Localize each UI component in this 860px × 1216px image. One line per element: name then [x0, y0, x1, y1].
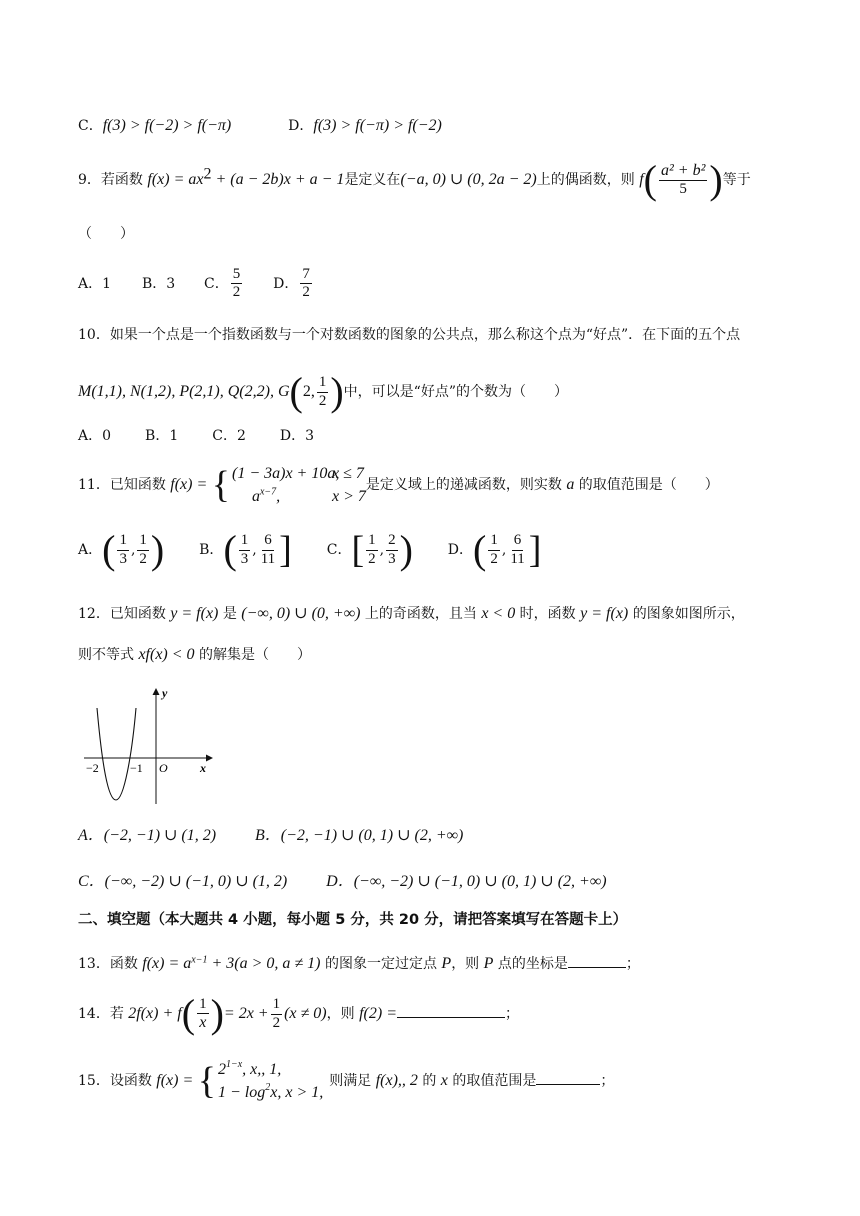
q11-option-a: A．( $\frac{1}{3}$ , $\frac{1}{2}$ ) — [78, 527, 165, 572]
q14-stem: 14．若 2f(x) + f( $\frac{1}{x}$ )= 2x + $\frac{1}{2}$ (x ≠ 0)，则 f(2) = ； — [78, 991, 519, 1036]
tick-label-minus-1: −1 — [130, 761, 143, 775]
q12-stem: 12．已知函数 y = f(x) 是 (−∞, 0) ∪ (0, +∞) 上的奇函数，且当 x < 0 时，函数 y = f(x) 的图象如图所示， — [78, 605, 745, 622]
q10-options — [78, 428, 314, 445]
q15-stem: 15．设函数 f(x) = { 2 1−x , x,, 1, 1 − log 2 x, x > 1, 则满足 f(x),, 2 的 x 的取值范围是 ； — [78, 1058, 614, 1104]
q13-stem: 13．函数 $f(x) = a^{x-1} + 3(a > 0$, a ≠ 1) 的图象一定过定点 P，则 P 点的坐标是 ； — [78, 954, 640, 972]
q12-stem-line2: 则不等式 xf(x) < 0 的解集是（ ） — [78, 646, 312, 663]
tick-label-minus-2: −2 — [86, 761, 99, 775]
q10-option-d: D．3 — [279, 428, 314, 444]
q9-option-d: D． $\frac{7}{2}$ — [273, 266, 310, 301]
q8-option-c: C．f(3) > f(−2) > f(−π) — [78, 117, 232, 134]
q11-options — [78, 527, 542, 572]
q11-stem: 11．已知函数 f(x) = { (1 − 3a)x + 10a, x ≤ 7 $a^{x-7}$, x > 7 是定义域上的递减函数，则实数 a 的取值范围是（ ） — [78, 462, 719, 508]
q15-answer-blank[interactable] — [536, 1070, 600, 1085]
q9-option-c: C． $\frac{5}{2}$ — [204, 266, 241, 301]
q14-answer-blank[interactable] — [397, 1003, 505, 1018]
q12-options-cd — [78, 872, 607, 891]
q12-option-d: D．(−∞, −2) ∪ (−1, 0) ∪ (0, 1) ∪ (2, +∞) — [326, 873, 607, 890]
origin-label: O — [159, 761, 168, 775]
q9-options — [78, 266, 314, 302]
q11-option-c: C．[ $\frac{1}{2}$ , $\frac{2}{3}$ ) — [326, 527, 413, 572]
q9-option-a: A．1 — [78, 275, 112, 292]
y-axis-arrow-icon — [153, 688, 160, 695]
q12-options-ab — [78, 826, 463, 845]
q11-option-b: B．( $\frac{1}{3}$ , $\frac{6}{11}$ ] — [199, 527, 292, 572]
q10-option-a: A．0 — [78, 428, 112, 444]
function-curve — [97, 708, 136, 800]
q8-options — [78, 116, 442, 135]
q12-option-c: C．(−∞, −2) ∪ (−1, 0) ∪ (1, 2) — [78, 873, 288, 890]
q13-answer-blank[interactable] — [568, 953, 626, 968]
q10-option-b: B．1 — [145, 428, 179, 444]
q10-stem: 10．如果一个点是一个指数函数与一个对数函数的图象的公共点，那么称这个点为“好点”．在下面的五个点 — [78, 327, 741, 343]
section-2-title: 二、填空题（本大题共 4 小题，每小题 5 分，共 20 分，请把答案填写在答题卡上） — [78, 912, 628, 928]
y-axis-label: y — [162, 686, 168, 700]
x-axis-label: x — [200, 761, 206, 775]
q12-graph — [80, 684, 215, 809]
q12-option-b: B．(−2, −1) ∪ (0, 1) ∪ (2, +∞) — [255, 827, 464, 844]
q11-option-d: D．( $\frac{1}{2}$ , $\frac{6}{11}$ ] — [447, 527, 542, 572]
q9-stem: 9．若函数 $f(x) = ax^2 + (a - 2b)x + a - 1$是定义在(−a, 0) ∪ (0, 2a − 2)上的偶函数，则 f( $\frac{\text{a² + b²}}{5}$ )等于 — [78, 157, 751, 202]
q10-option-c: C．2 — [212, 428, 246, 444]
q9-paren: （ ） — [78, 226, 134, 242]
q9-fraction: $\frac{\text{a² + b²}}{5}$ — [660, 161, 706, 198]
q15-piecewise: { 2 1−x , x,, 1, 1 − log 2 x, x > 1, — [197, 1059, 324, 1103]
q9-option-b: B．3 — [141, 275, 176, 292]
q10-points: M(1,1), N(1,2), P(2,1), Q(2,2), G(2, $\frac{1}{2}$ )中，可以是“好点”的个数为（ ） — [78, 369, 568, 414]
q11-piecewise: { (1 − 3a)x + 10a, x ≤ 7 $a^{x-7}$, x > 7 — [211, 464, 366, 507]
q8-option-d: D．f(3) > f(−π) > f(−2) — [288, 117, 442, 134]
q12-option-a: A．(−2, −1) ∪ (1, 2) — [78, 827, 217, 844]
x-axis-arrow-icon — [206, 755, 213, 762]
